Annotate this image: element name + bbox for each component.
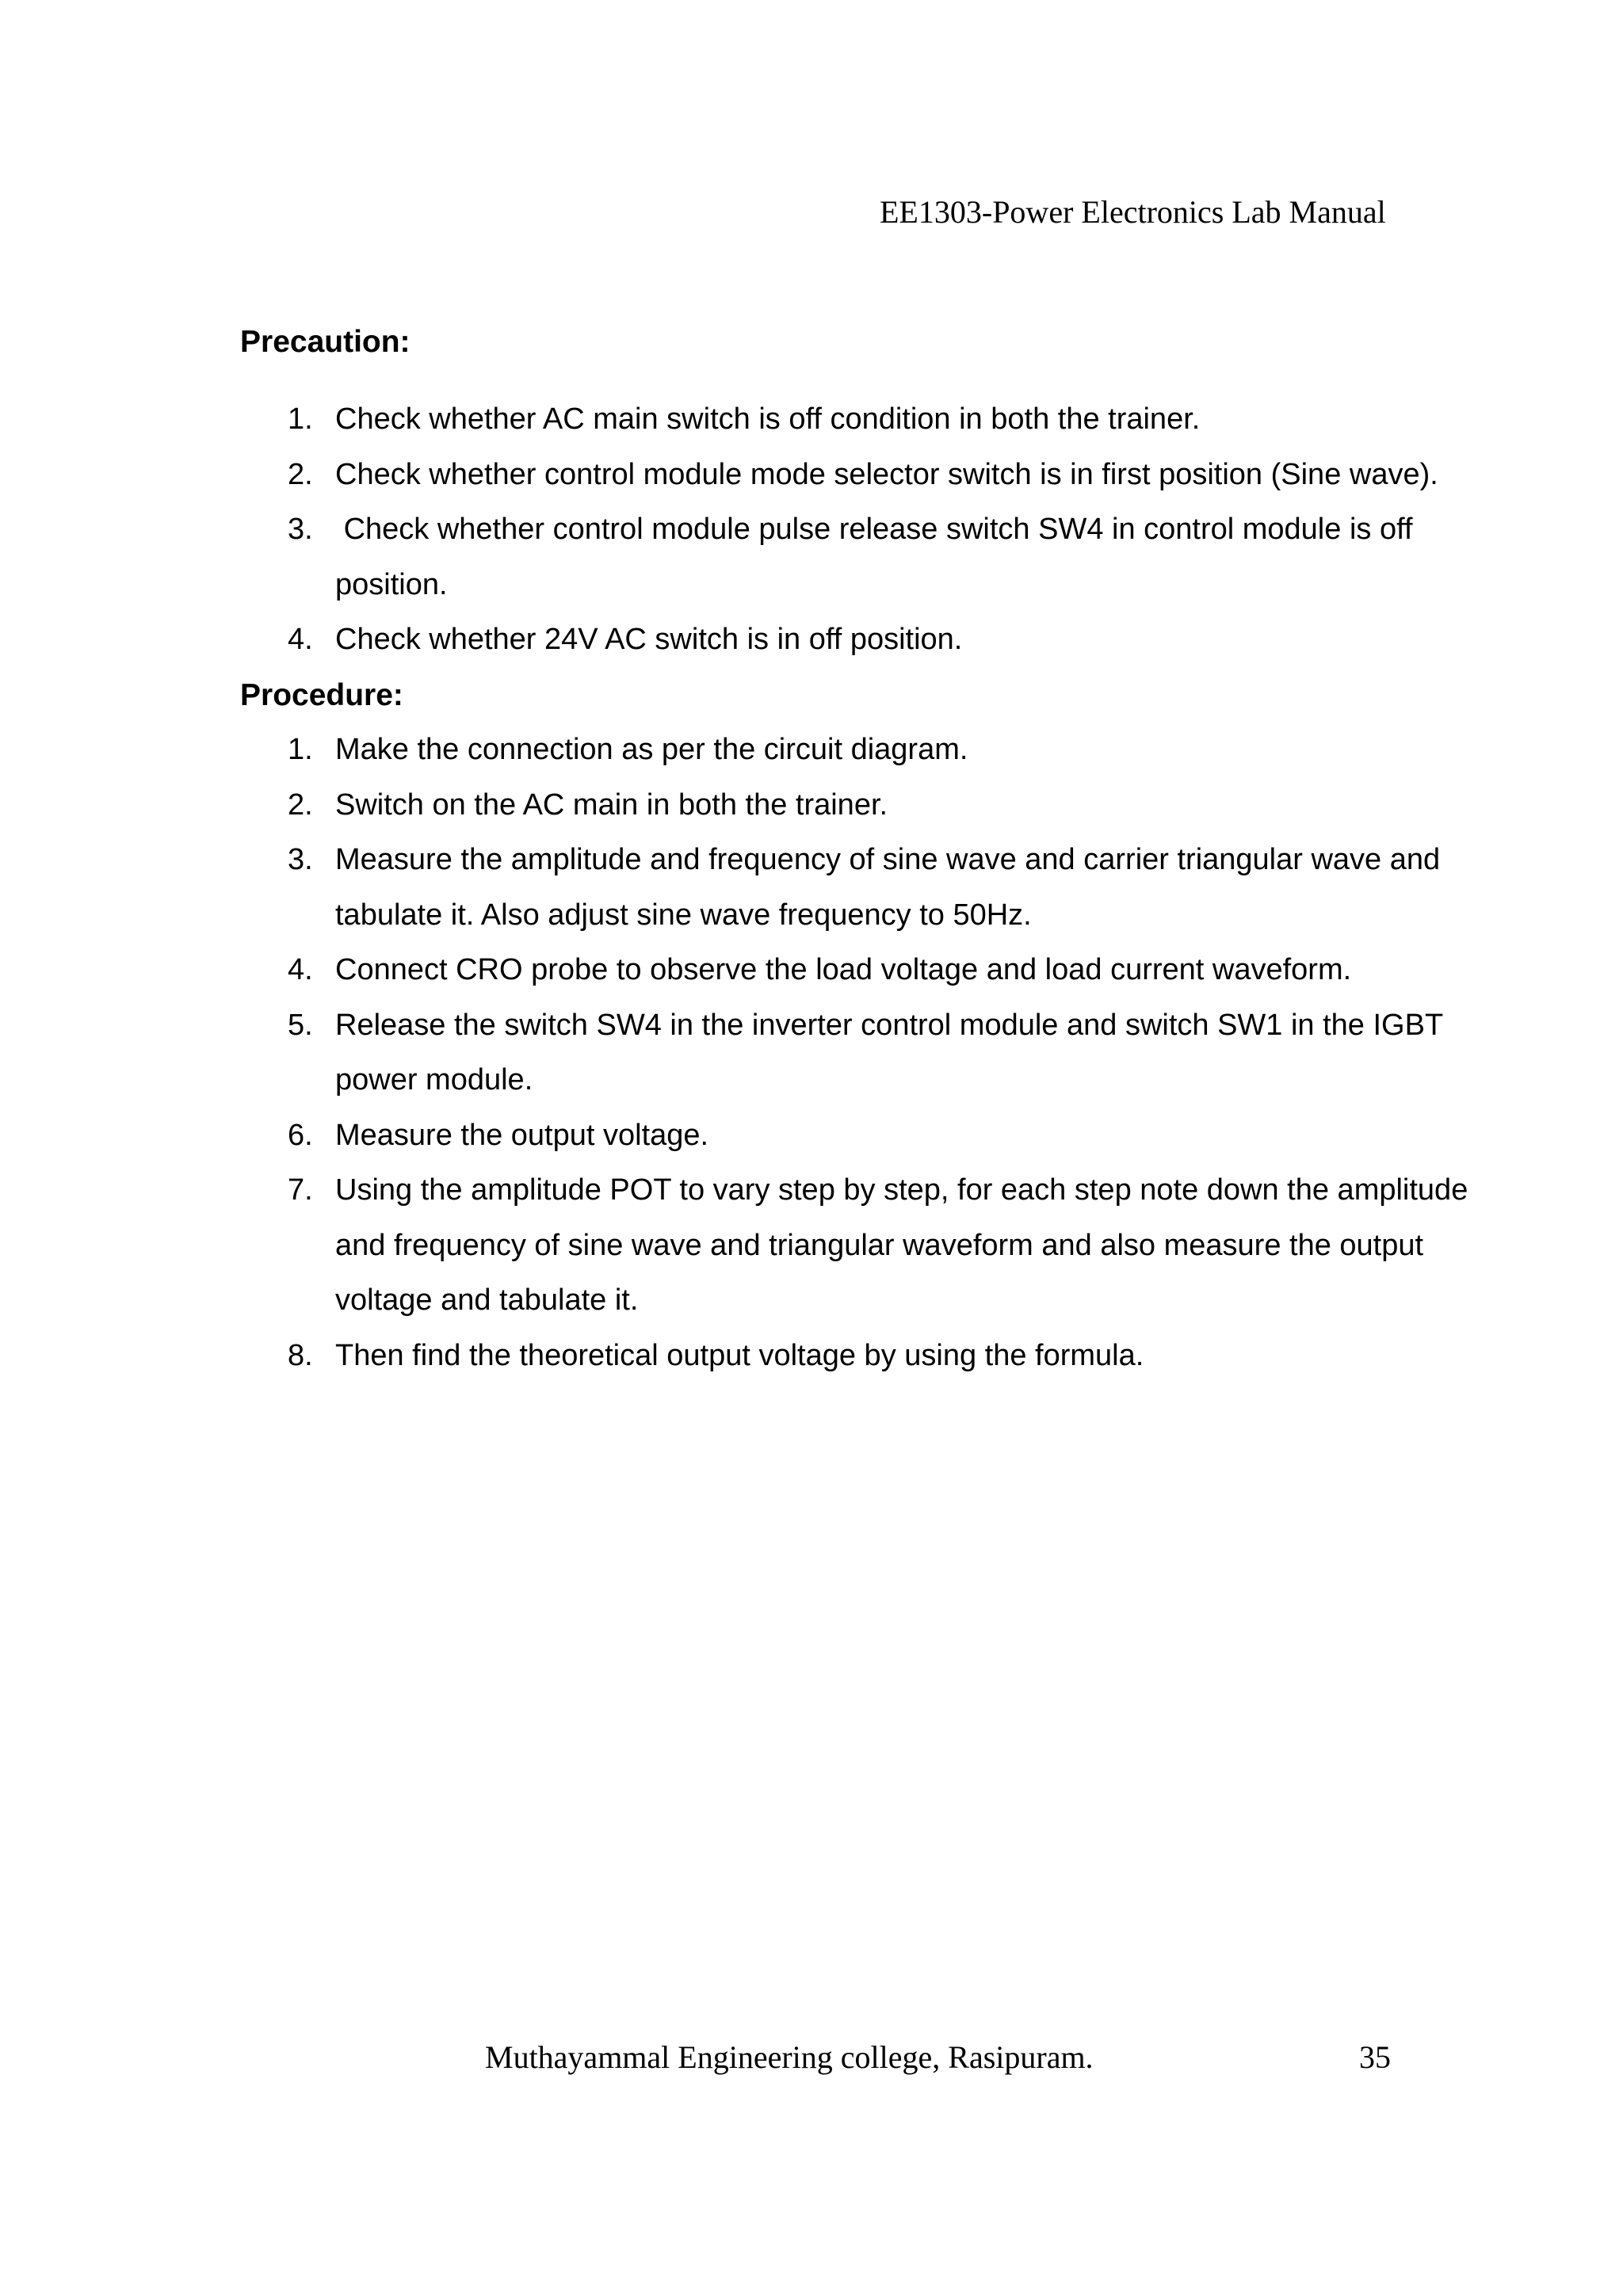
item-number: 3. — [288, 513, 313, 546]
precaution-item — [240, 392, 1476, 448]
item-number: 2. — [288, 457, 313, 491]
item-text: Then find the theoretical output voltage by using the formula. — [335, 1338, 1144, 1372]
item-number: 2. — [288, 788, 313, 822]
item-text: Switch on the AC main in both the trainer. — [335, 788, 888, 822]
procedure-item — [240, 1329, 1476, 1384]
precaution-list — [240, 392, 1508, 668]
precaution-item — [240, 502, 1476, 612]
page-body — [240, 322, 1508, 1383]
item-number: 1. — [288, 402, 313, 436]
item-number: 8. — [288, 1338, 313, 1372]
procedure-item — [240, 1163, 1476, 1329]
page-number: 35 — [1359, 2039, 1391, 2075]
item-number: 1. — [288, 733, 313, 766]
procedure-item — [240, 778, 1476, 833]
procedure-item — [240, 943, 1476, 998]
precaution-item — [240, 612, 1476, 668]
item-text: Measure the output voltage. — [335, 1118, 709, 1152]
procedure-list — [240, 723, 1508, 1383]
item-text: Check whether control module mode selector switch is in first position (Sine wave). — [335, 457, 1438, 491]
item-text: Check whether 24V AC switch is in off position. — [335, 623, 963, 656]
item-number: 3. — [288, 843, 313, 876]
item-number: 6. — [288, 1118, 313, 1152]
item-number: 7. — [288, 1173, 313, 1207]
item-text: Check whether AC main switch is off condition in both the trainer. — [335, 402, 1201, 436]
item-text: Release the switch SW4 in the inverter control module and switch SW1 in the IGBT power module. — [335, 1008, 1443, 1097]
item-number: 4. — [288, 953, 313, 986]
procedure-item — [240, 998, 1476, 1108]
item-text: Check whether control module pulse release switch SW4 in control module is off position. — [335, 513, 1422, 601]
item-number: 5. — [288, 1008, 313, 1042]
procedure-item — [240, 723, 1476, 778]
procedure-item — [240, 1108, 1476, 1164]
footer-college-name: Muthayammal Engineering college, Rasipuram. — [485, 2039, 1094, 2075]
procedure-item — [240, 833, 1476, 943]
item-text: Measure the amplitude and frequency of sine wave and carrier triangular wave and tabulate it. Also adjust sine wave frequency to 50Hz. — [335, 843, 1441, 932]
precaution-item — [240, 448, 1476, 503]
item-text: Make the connection as per the circuit diagram. — [335, 733, 968, 766]
item-text: Using the amplitude POT to vary step by step, for each step note down the amplitude and frequency of sine wave and triangular waveform and also measure the output voltage and tabulate it. — [335, 1173, 1468, 1317]
item-number: 4. — [288, 623, 313, 656]
procedure-heading: Procedure: — [240, 677, 403, 712]
precaution-heading: Precaution: — [240, 325, 411, 359]
item-text: Connect CRO probe to observe the load voltage and load current waveform. — [335, 953, 1352, 986]
running-header: EE1303-Power Electronics Lab Manual — [880, 194, 1386, 230]
